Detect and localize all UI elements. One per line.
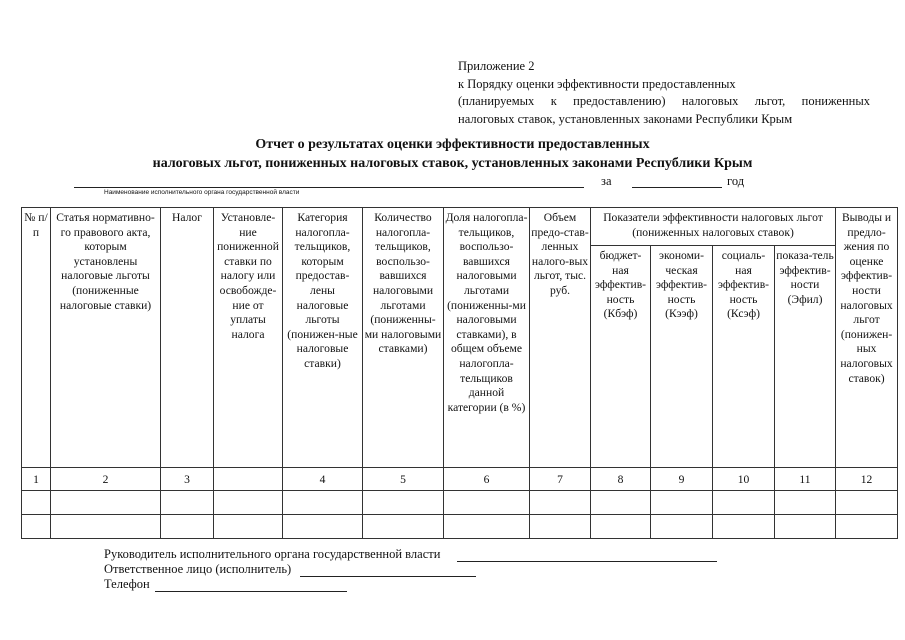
empty-cell[interactable] [836,515,898,539]
col-header-conclusions: Выводы и предло-жения по оценке эффектив-ности налоговых льгот (понижен-ных налоговых ставок) [836,208,898,468]
col-header-tax: Налог [161,208,214,468]
empty-cell[interactable] [51,515,161,539]
col-header-article: Статья нормативно-го правового акта, которым установлены налоговые льготы (пониженные налоговые ставки) [51,208,161,468]
col-header-volume: Объем предо-став-ленных налого-вых льгот, тыс. руб. [530,208,591,468]
appendix-line-2: (планируемых к предоставлению) налоговых льгот, пониженных [458,94,870,108]
col-header-number: № п/п [22,208,51,468]
col-number: 7 [530,468,591,491]
sub-header-social: социаль-ная эффектив-ность (Ксэф) [713,246,775,468]
empty-cell[interactable] [530,491,591,515]
col-number: 10 [713,468,775,491]
report-table [21,207,898,539]
col-number: 1 [22,468,51,491]
empty-cell[interactable] [363,491,444,515]
empty-cell[interactable] [651,491,713,515]
col-header-category: Категория налогопла-тельщиков, которым предостав-лены налоговые льготы (понижен-ные налоговые ставки) [283,208,363,468]
empty-cell[interactable] [22,491,51,515]
table-row [22,515,898,539]
col-number: 8 [591,468,651,491]
empty-cell[interactable] [530,515,591,539]
empty-cell[interactable] [591,491,651,515]
sub-header-indicator: показа-тель эффектив-ности (Эфил) [775,246,836,468]
empty-cell[interactable] [22,515,51,539]
responsible-signature-line[interactable] [300,576,476,577]
col-header-count: Количество налогопла-тельщиков, воспользо-вавшихся налоговыми льготами (пониженны-ми налоговыми ставками) [363,208,444,468]
empty-cell[interactable] [713,491,775,515]
year-label: год [727,174,745,188]
empty-cell[interactable] [214,491,283,515]
responsible-label: Ответственное лицо (исполнитель) [104,562,292,576]
empty-cell[interactable] [51,491,161,515]
column-number-row [22,468,898,491]
empty-cell[interactable] [775,491,836,515]
group-header-efficiency: Показатели эффективности налоговых льгот (пониженных налоговых ставок) [591,208,836,246]
appendix-line-1: к Порядку оценки эффективности предоставленных [458,76,736,91]
empty-cell[interactable] [444,491,530,515]
appendix-line-3: налоговых ставок, установленных законами Республики Крым [458,111,793,126]
col-number: 9 [651,468,713,491]
col-number: 4 [283,468,363,491]
empty-cell[interactable] [444,515,530,539]
col-header-rate: Установле-ние пониженной ставки по налогу или освобожде-ние от уплаты налога [214,208,283,468]
empty-cell[interactable] [283,515,363,539]
year-line[interactable] [632,187,722,188]
for-label: за [601,174,612,188]
head-signature-line[interactable] [457,561,717,562]
head-label: Руководитель исполнительного органа государственной власти [104,547,441,561]
empty-cell[interactable] [775,515,836,539]
empty-cell[interactable] [591,515,651,539]
sub-header-budget: бюджет-ная эффектив-ность (Кбэф) [591,246,651,468]
col-number: 12 [836,468,898,491]
report-title-line-2: налоговых льгот, пониженных налоговых ставок, установленных законами Республики Крым [152,156,753,171]
col-number: 2 [51,468,161,491]
empty-cell[interactable] [161,515,214,539]
empty-cell[interactable] [214,515,283,539]
empty-cell[interactable] [651,515,713,539]
col-number: 3 [161,468,214,491]
empty-cell[interactable] [161,491,214,515]
table-row [22,491,898,515]
authority-name-line[interactable] [74,187,584,188]
authority-caption: Наименование исполнительного органа государственной власти [104,189,300,196]
col-number: 11 [775,468,836,491]
appendix-block [458,58,870,128]
col-number: 6 [444,468,530,491]
empty-cell[interactable] [836,491,898,515]
sub-header-economic: экономи-ческая эффектив-ность (Кээф) [651,246,713,468]
col-number: 5 [363,468,444,491]
empty-cell[interactable] [283,491,363,515]
appendix-title: Приложение 2 [458,59,535,73]
phone-label: Телефон [104,577,150,591]
report-title-line-1: Отчет о результатах оценки эффективности предоставленных [255,137,650,152]
empty-cell[interactable] [363,515,444,539]
col-number [214,468,283,491]
empty-cell[interactable] [713,515,775,539]
col-header-share: Доля налогопла-тельщиков, воспользо-вавшихся налоговыми льготами (пониженны-ми налоговыми ставками), в общем объеме налогопла-тельщиков данной категории (в %) [444,208,530,468]
phone-line[interactable] [155,591,347,592]
